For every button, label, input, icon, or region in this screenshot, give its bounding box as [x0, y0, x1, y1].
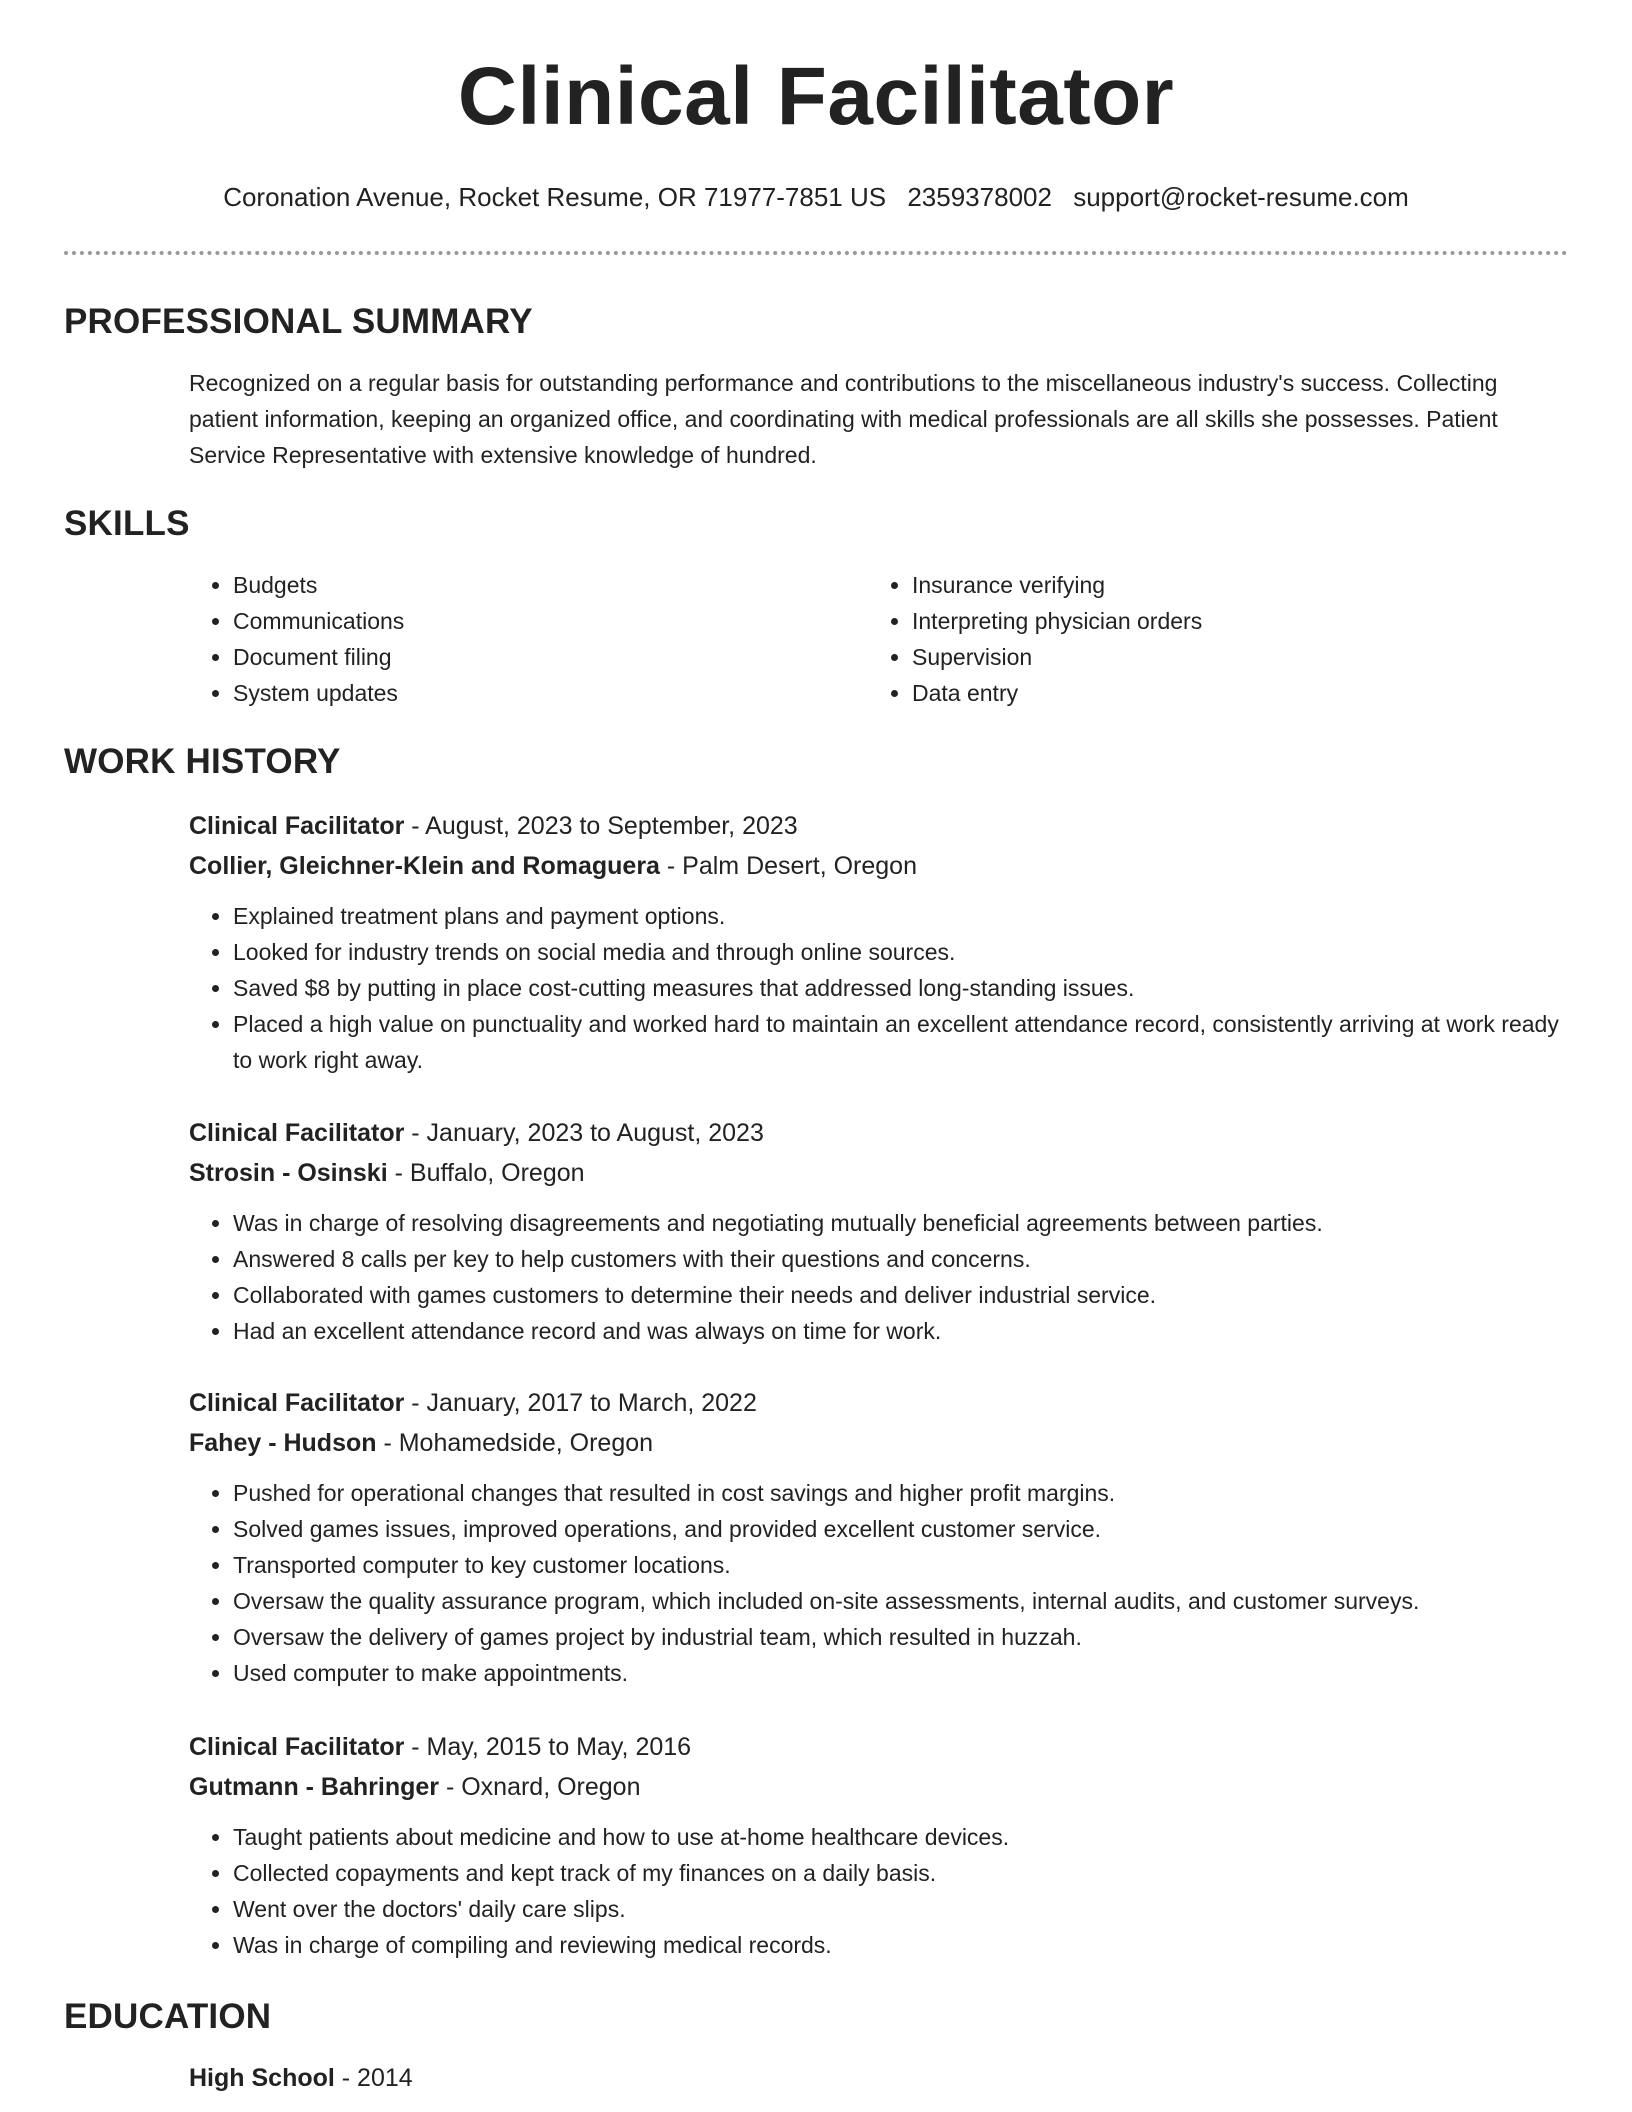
- job-location: - Mohamedside, Oregon: [376, 1429, 654, 1457]
- job-entry: [189, 1727, 1569, 1963]
- skill-item: • Supervision: [912, 639, 1468, 675]
- job-location: - Palm Desert, Oregon: [659, 852, 917, 880]
- job-title: Clinical Facilitator: [189, 812, 405, 840]
- job-entry: [189, 1383, 1569, 1691]
- job-bullet: • Looked for industry trends on social media and through online sources.: [233, 934, 1569, 970]
- job-dates: - January, 2023 to August, 2023: [404, 1119, 764, 1147]
- skill-item: • Budgets: [233, 567, 789, 603]
- job-title: Clinical Facilitator: [189, 1389, 405, 1417]
- job-bullet: • Oversaw the quality assurance program, which included on-site assessments, internal audits, and customer surveys.: [233, 1583, 1569, 1619]
- job-bullet: • Collaborated with games customers to determine their needs and deliver industrial service.: [233, 1277, 1569, 1313]
- section-title-skills: SKILLS: [64, 504, 190, 543]
- job-dates: - May, 2015 to May, 2016: [404, 1733, 692, 1761]
- section-title-education: EDUCATION: [64, 1997, 272, 2036]
- job-title-line: [189, 1727, 1569, 1767]
- job-bullet: • Went over the doctors' daily care slips.: [233, 1891, 1569, 1927]
- job-bullet: • Pushed for operational changes that resulted in cost savings and higher profit margins.: [233, 1475, 1569, 1511]
- contact-address: Coronation Avenue, Rocket Resume, OR 71977-7851 US: [223, 182, 887, 212]
- job-bullet: • Answered 8 calls per key to help customers with their questions and concerns.: [233, 1241, 1569, 1277]
- job-bullet: • Was in charge of compiling and reviewing medical records.: [233, 1927, 1569, 1963]
- job-dates: - August, 2023 to September, 2023: [404, 812, 798, 840]
- job-company-line: [189, 1423, 1569, 1463]
- education-entry: [189, 2058, 1569, 2098]
- job-dates: - January, 2017 to March, 2022: [404, 1389, 757, 1417]
- job-bullet: • Collected copayments and kept track of my finances on a daily basis.: [233, 1855, 1569, 1891]
- job-title-line: [189, 806, 1569, 846]
- section-title-work-history: WORK HISTORY: [64, 742, 341, 781]
- section-title-summary: PROFESSIONAL SUMMARY: [64, 302, 533, 341]
- job-company: Collier, Gleichner-Klein and Romaguera: [189, 852, 660, 880]
- job-title-line: [189, 1113, 1569, 1153]
- job-bullet: • Transported computer to key customer locations.: [233, 1547, 1569, 1583]
- job-company: Fahey - Hudson: [189, 1429, 377, 1457]
- education-year: - 2014: [334, 2064, 413, 2092]
- skill-item: • Communications: [233, 603, 789, 639]
- job-bullet: • Placed a high value on punctuality and worked hard to maintain an excellent attendance record, consistently arriving at work ready to work right away.: [233, 1006, 1569, 1078]
- skill-item: • Data entry: [912, 675, 1468, 711]
- job-company: Gutmann - Bahringer: [189, 1773, 440, 1801]
- skill-item: • Interpreting physician orders: [912, 603, 1468, 639]
- job-company-line: [189, 846, 1569, 886]
- job-bullet: • Explained treatment plans and payment options.: [233, 898, 1569, 934]
- job-bullet: • Saved $8 by putting in place cost-cutting measures that addressed long-standing issues.: [233, 970, 1569, 1006]
- job-title: Clinical Facilitator: [189, 1733, 405, 1761]
- job-title-line: [189, 1383, 1569, 1423]
- header-divider: [64, 251, 1568, 255]
- job-bullet: • Oversaw the delivery of games project by industrial team, which resulted in huzzah.: [233, 1619, 1569, 1655]
- job-bullet: • Used computer to make appointments.: [233, 1655, 1569, 1691]
- job-bullet: • Had an excellent attendance record and was always on time for work.: [233, 1313, 1569, 1349]
- resume-name: Clinical Facilitator: [457, 51, 1175, 142]
- job-bullet: • Solved games issues, improved operations, and provided excellent customer service.: [233, 1511, 1569, 1547]
- job-company: Strosin - Osinski: [189, 1159, 388, 1187]
- skill-item: • Document filing: [233, 639, 789, 675]
- skill-item: • Insurance verifying: [912, 567, 1468, 603]
- job-title: Clinical Facilitator: [189, 1119, 405, 1147]
- contact-email[interactable]: support@rocket-resume.com: [1073, 182, 1409, 212]
- job-entry: [189, 806, 1569, 1078]
- education-line: [189, 2058, 1569, 2098]
- summary-text: Recognized on a regular basis for outstanding performance and contributions to the miscellaneous industry's success. Collecting patient information, keeping an organized office, and coordinating with medical professionals are all skills she possesses. Patient Service Representative with extensive knowledge of hundred.: [189, 370, 1498, 468]
- contact-line: [0, 184, 1632, 210]
- job-bullet: • Was in charge of resolving disagreements and negotiating mutually beneficial agreements between parties.: [233, 1205, 1569, 1241]
- job-location: - Buffalo, Oregon: [387, 1159, 585, 1187]
- job-location: - Oxnard, Oregon: [439, 1773, 641, 1801]
- job-bullet: • Taught patients about medicine and how to use at-home healthcare devices.: [233, 1819, 1569, 1855]
- job-company-line: [189, 1767, 1569, 1807]
- contact-phone: 2359378002: [907, 182, 1052, 212]
- job-company-line: [189, 1153, 1569, 1193]
- skills-column-left: [189, 567, 789, 711]
- education-degree: High School: [189, 2064, 335, 2092]
- skills-column-right: [868, 567, 1468, 711]
- skill-item: • System updates: [233, 675, 789, 711]
- job-entry: [189, 1113, 1569, 1349]
